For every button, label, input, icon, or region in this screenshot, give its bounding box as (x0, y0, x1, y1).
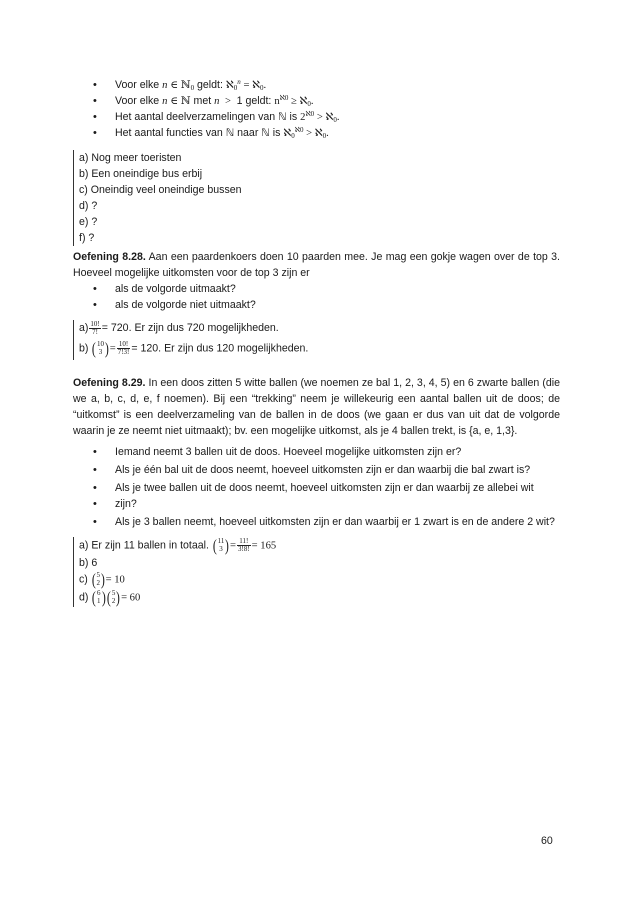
intro-bullet: • Voor elke n ∈ ℕ$_0$ geldt: ℵ$_0^n$ = ℵ$_0$. (91, 77, 571, 93)
exercise-bullet: • Als je één bal uit de doos neemt, hoeveel uitkomsten zijn er dan waarbij die bal zwart is? (91, 462, 571, 478)
exercise-label: Oefening 8.28. (73, 251, 146, 263)
answer-line: d) ? (79, 200, 98, 212)
intro-bullet: • Voor elke n ∈ ℕ met n > 1 geldt: $n^{ℵ0}$ ≥ ℵ$_0$. (91, 93, 571, 109)
intro-bullet-list (91, 77, 571, 141)
answer-line: d) ( 6 1 ) ( 5 2 ) = 60 (79, 588, 141, 607)
exercise-text: In een doos zitten 5 witte ballen (we noemen ze bal 1, 2, 3, 4, 5) en 6 zwarte ballen (die we a, b, c, d, e, f noemen). Bij een “trekking” neem je willekeurig een aantal ballen uit de doos; de “uitkomst” is een deelverzameling van de ballen in de doos (we gaan er dus van uit dat de volgorde waarin je ze neemt niet uitmaakt); bv. een mogelijke uitkomst, als je 4 ballen trekt, is {a, e, 1,3}. (73, 377, 560, 437)
answer-line: a) $\frac{10!}{7!}$ = 720. Er zijn dus 720 mogelijkheden. (79, 319, 279, 336)
exercise-8-29 (73, 375, 560, 439)
answer-line: e) ? (79, 216, 98, 228)
bullet-text: 1 geldt: (236, 95, 272, 107)
exercise-8-28 (73, 249, 560, 281)
bullet-text: geldt: (197, 79, 223, 91)
exercise-text: Aan een paardenkoers doen 10 paarden mee. Je mag een gokje wagen over de top 3. Hoeveel mogelijke uitkomsten voor de top 3 zijn er (73, 251, 560, 279)
answer-text: a) (79, 322, 89, 334)
answer-block-1 (73, 150, 242, 246)
intro-bullet: • Het aantal functies van ℕ naar ℕ is ℵ$_0^{ℵ0}$ > ℵ$_0$. (91, 125, 571, 141)
answer-text: a) Er zijn 11 ballen in totaal. (79, 539, 209, 552)
bullet-text: Voor elke (115, 95, 160, 107)
bullet-text: met (193, 95, 212, 107)
answer-line: c) ( 5 2 ) = 10 (79, 570, 125, 589)
answer-line: a) Nog meer toeristen (79, 152, 182, 164)
exercise-bullet: • als de volgorde niet uitmaakt? (91, 297, 571, 313)
answer-line: b) ( 10 3 ) = $\frac{10!}{7!3!}$ = 120. Er zijn dus 120 mogelijkheden. (79, 339, 309, 358)
answer-text: = 120. Er zijn dus 120 mogelijkheden. (131, 342, 309, 355)
exercise-8-29-bullets (91, 444, 571, 530)
bullet-text: Voor elke (115, 79, 160, 91)
exercise-8-28-bullets (91, 281, 571, 313)
exercise-bullet: • als de volgorde uitmaakt? (91, 281, 571, 297)
answer-line: b) Een oneindige bus erbij (79, 168, 203, 180)
answer-line: b) 6 (79, 557, 98, 569)
answer-line: f) ? (79, 232, 95, 244)
bullet-text: Het aantal functies van ℕ naar ℕ is (115, 127, 281, 139)
exercise-bullet: • Als je twee ballen uit de doos neemt, hoeveel uitkomsten zijn er dan waarbij ze allebei wit (91, 480, 571, 496)
answer-text: b) (79, 342, 89, 355)
exercise-bullet-continuation: • zijn? (91, 496, 571, 512)
answer-text: d) (79, 591, 89, 604)
exercise-label: Oefening 8.29. (73, 377, 146, 389)
page-number: 60 (541, 835, 553, 847)
answer-text: c) (79, 573, 88, 586)
answer-line: a) Er zijn 11 ballen in totaal. ( 11 3 ) = $\frac{11!}{3!8!}$ = 165 (79, 536, 277, 555)
answer-text: = 720. Er zijn dus 720 mogelijkheden. (101, 322, 279, 334)
exercise-bullet: • Iemand neemt 3 ballen uit de doos. Hoeveel mogelijke uitkomsten zijn er? (91, 444, 571, 460)
exercise-bullet: • Als je 3 ballen neemt, hoeveel uitkomsten zijn er dan waarbij er 1 zwart is en de andere 2 wit? (91, 514, 571, 530)
answer-block-8-28 (73, 320, 308, 360)
bullet-text: Het aantal deelverzamelingen van ℕ is (115, 111, 298, 123)
intro-bullet: • Het aantal deelverzamelingen van ℕ is $2^{ℵ0}$ > ℵ$_0$. (91, 109, 571, 125)
answer-block-8-29 (73, 537, 276, 607)
answer-line: c) Oneindig veel oneindige bussen (79, 184, 242, 196)
